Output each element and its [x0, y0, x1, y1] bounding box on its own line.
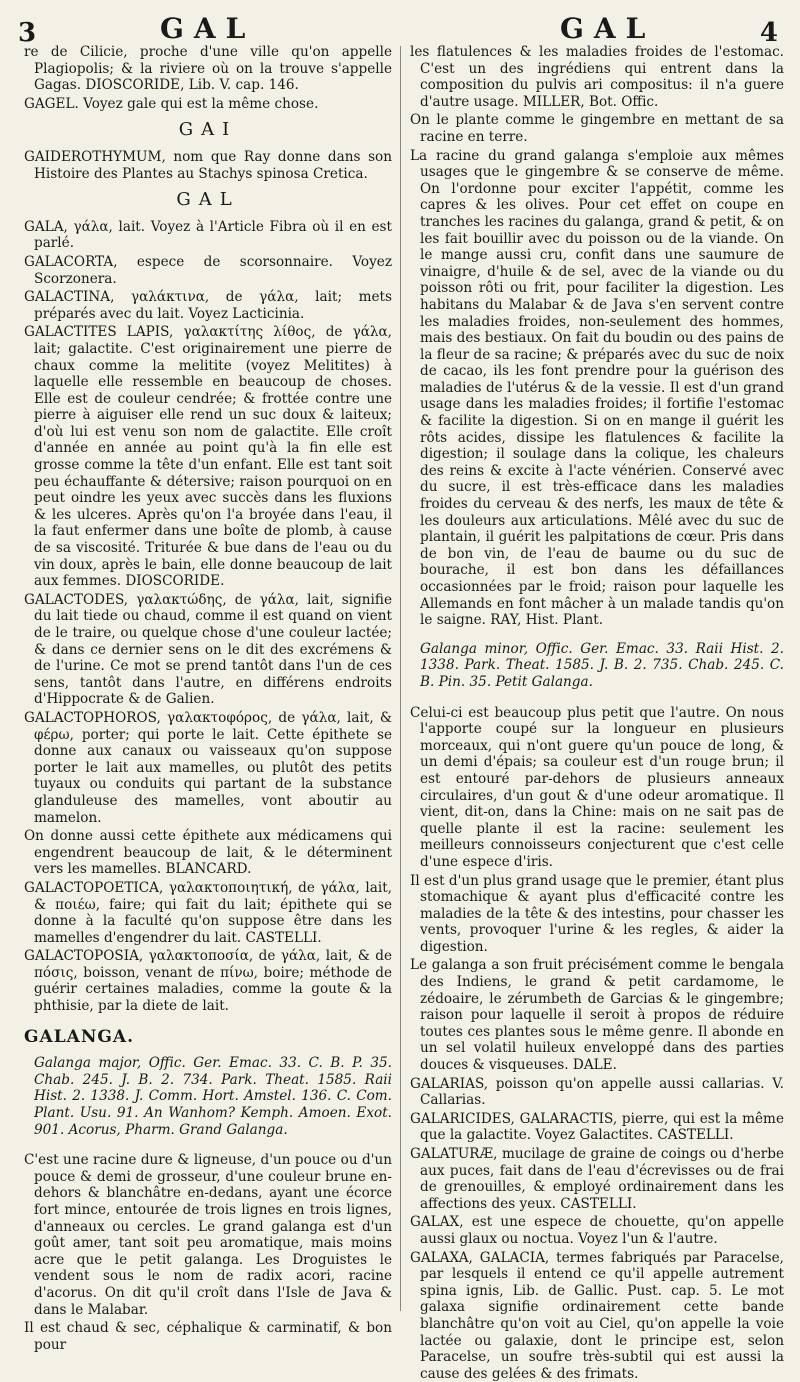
- entry-galaturae: GALATURÆ, mucilage de graine de coings ou d'herbe aux puces, fait dans de l'eau d'écrevisses ou de frai de grenouilles, & employé ordinairement dans les affections des yeux. CASTELLI.: [410, 1146, 784, 1212]
- page-number-right: 4: [759, 18, 778, 48]
- paragraph: La racine du grand galanga s'emploie aux mêmes usages que le gingembre & se conserve de même. On l'ordonne pour exciter l'appétit, comme les capres & les olives. Pour cet effet on coupe en tranches les racines du galanga, grand & petit, & on les fait bouillir avec du poisson ou de la viande. On le mange aussi cru, confit dans une saumure de vinaigre, d'huile & de sel, avec de la viande ou du poisson rôti ou frit, pour faciliter la digestion. Les habitans du Malabar & de Java s'en servent contre les maladies froides, non-seulement des hommes, mais des bestiaux. On fait du boudin ou des pains de la fleur de sa racine; & préparés avec du suc de noix de cacao, ils les font prendre pour la guérison des maladies de l'utérus & de la vessie. Il est d'un grand usage dans les maladies froides; il fortifie l'estomac & facilite la digestion. Si on en mange il guérit les rôts acides, dissipe les flatulences & facilite la digestion; il soulage dans la colique, les chaleurs des reins & excite à l'acte vénérien. Conservé avec du sucre, il est très-efficace dans les maladies froides du cerveau & des nerfs, les maux de tête & les douleurs aux articulations. Mêlé avec du suc de plantain, il guérit les palpitations de cœur. Pris dans de bon vin, de l'eau de baume ou du suc de bourache, il est bon dans les défaillances occasionnées par le froid; raison pour laquelle les Allemands en font mâcher à un malade tandis qu'on le saigne. RAY, Hist. Plant.: [410, 147, 784, 629]
- headword-galanga: GALANGA.: [24, 1026, 135, 1047]
- entry-galax: GALAX, est une espece de chouette, qu'on appelle aussi glaux ou noctua. Voyez l'un & l'autre.: [410, 1214, 784, 1247]
- entry-galactopoetica: GALACTOPOETICA, γαλακτοποιητική, de γάλα, lait, & ποιέω, faire; qui fait du lait; épithete qui se donne à la faculté qu'on suppose être dans les mamelles d'engendrer du lait. CASTELLI.: [24, 879, 392, 946]
- right-column: [410, 44, 784, 1382]
- entry-galarias: GALARIAS, poisson qu'on appelle aussi callarias. V. Callarias.: [410, 1075, 784, 1109]
- paragraph: On donne aussi cette épithete aux médicamens qui engendrent beaucoup de lait, & le déterminent vers les mamelles. BLANCARD.: [24, 828, 392, 878]
- paragraph: Il est d'un plus grand usage que le premier, étant plus stomachique & ayant plus d'efficacité contre les maladies de la tête & des intestins, pour chasser les vents, provoquer l'urine & les regles, & aider la digestion.: [410, 872, 784, 955]
- running-head-left: GAL: [160, 12, 256, 45]
- entry-galactites-lapis: GALACTITES LAPIS, γαλακτίτης λίθος, de γάλα, lait; galactite. C'est originairement une pierre de chaux comme la melitite (voyez Melitites) à laquelle elle ressemble en beaucoup de choses. Elle est de couleur cendrée; & frottée contre une pierre à aiguiser elle rend un suc doux & laiteux; d'où lui est venu son nom de galactite. Elle croît d'année en année au point qu'à la fin elle est grosse comme la tête d'un enfant. Elle est tant soit peu échauffante & détersive; raison pourquoi on en peut oindre les yeux avec succès dans les fluxions & les ulceres. Après qu'on l'a broyée dans l'eau, il la faut enfermer dans une boîte de plomb, à cause de sa viscosité. Triturée & bue dans de l'eau ou du vin doux, après le bain, elle donne beaucoup de lait aux femmes. DIOSCORIDE.: [24, 324, 392, 590]
- entry-galactina: GALACTINA, γαλάκτινα, de γάλα, lait; mets préparés avec du lait. Voyez Lacticinia.: [24, 289, 392, 322]
- entry-galactophoros: GALACTOPHOROS, γαλακτοφόρος, de γάλα, lait, & φέρω, porter; qui porte le lait. Cette épithete se donne aux canaux ou vaisseaux qu'on suppose porter le lait aux mamelles, ou plutôt des petits tuyaux ou conduits qui partant de la substance glanduleuse des mamelles, vont aboutir au mamelon.: [24, 709, 392, 826]
- synonymy-galanga-major: Galanga major, Offic. Ger. Emac. 33. C. B. P. 35. Chab. 245. J. B. 2. 734. Park. Theat. 1585. Raii Hist. 2. 1338. J. Comm. Hort. Amstel. 136. C. Com. Plant. Usu. 91. An Wanhom? Kemph. Amoen. Exot. 901. Acorus, Pharm. Grand Galanga.: [34, 1055, 392, 1138]
- paragraph: On le plante comme le gingembre en mettant de sa racine en terre.: [410, 112, 784, 145]
- entry-galactoposia: GALACTOPOSIA, γαλακτοποσία, de γάλα, lait, & de πόσις, boisson, venant de πίνω, boire; méthode de guérir certaines maladies, comme la goute & la phthisie, par la diete de lait.: [24, 948, 392, 1015]
- left-column: [24, 44, 392, 1353]
- synonymy-galanga-minor: Galanga minor, Offic. Ger. Emac. 33. Raii Hist. 2. 1338. Park. Theat. 1585. J. B. 2. 735. Chab. 245. C. B. Pin. 35. Petit Galanga.: [420, 640, 784, 690]
- section-heading-gai: GAI: [178, 119, 238, 141]
- paragraph: Celui-ci est beaucoup plus petit que l'autre. On nous l'apporte coupé sur la longueur en plusieurs morceaux, qui n'ont guere qu'un pouce de long, & un demi d'épais; sa couleur est d'un rouge brun; il est entouré par-dehors de plusieurs anneaux circulaires, d'un gout & d'une odeur aromatique. Il vient, dit-on, dans la Chine: mais on ne sait pas de quelle plante il est la racine: seulement les meilleurs connoisseurs conjecturent que c'est celle d'une espece d'iris.: [410, 704, 784, 870]
- paragraph: Le galanga a son fruit précisément comme le bengala des Indiens, le grand & petit cardamome, le zédoaire, le zérumbeth de Garcias & le gingembre; raison pour laquelle il seroit à propos de réduire toutes ces plantes sous le même genre. Il abonde en un sel volatil huileux enveloppé dans des parties douces & visqueuses. DALE.: [410, 957, 784, 1074]
- entry-gagel: GAGEL. Voyez gale qui est la même chose.: [24, 95, 319, 112]
- entry-galaricides: GALARICIDES, GALARACTIS, pierre, qui est la même que la galactite. Voyez Galactites. CASTELLI.: [410, 1110, 784, 1144]
- entry-galacorta: GALACORTA, espece de scorsonnaire. Voyez Scorzonera.: [24, 253, 392, 287]
- entry-gaiderothymum: GAIDEROTHYMUM, nom que Ray donne dans son Histoire des Plantes au Stachys spinosa Cretica.: [24, 148, 392, 182]
- page-number-left: 3: [18, 18, 37, 48]
- column-divider: [400, 46, 401, 1311]
- paragraph: les flatulences & les maladies froides de l'estomac. C'est un des ingrédiens qui entrent dans la composition du pulvis ari compositus: il n'a guere d'autre usage. MILLER, Bot. Offic.: [410, 44, 784, 110]
- section-heading-gal: GAL: [176, 189, 240, 211]
- paragraph: Il est chaud & sec, céphalique & carminatif, & bon pour: [24, 1320, 392, 1353]
- entry-continuation: re de Cilicie, proche d'une ville qu'on appelle Plagiopolis; & la riviere où on la trouve s'appelle Gagas. DIOSCORIDE, Lib. V. cap. 146.: [24, 44, 392, 94]
- running-head-right: GAL: [560, 12, 656, 45]
- paragraph: C'est une racine dure & ligneuse, d'un pouce ou d'un pouce & demi de grosseur, d'une couleur brune en-dehors & blanchâtre en-dedans, ayant une écorce fort mince, entourée de trois lignes en trois lignes, d'anneaux ou cercles. Le grand galanga est d'un goût amer, tant soit peu aromatique, mais moins acre que le petit galanga. Les Droguistes le vendent sous le nom de radix acori, racine d'acorus. On dit qu'il croît dans l'Isle de Java & dans le Malabar.: [24, 1152, 392, 1318]
- entry-galaxa: GALAXA, GALACIA, termes fabriqués par Paracelse, par lesquels il entend ce qu'il appelle autrement spina ignis, Lib. de Gallic. Pust. cap. 5. Le mot galaxa signifie ordinairement cette bande blanchâtre qu'on voit au Ciel, qu'on appelle la voie lactée ou galaxie, dont le principe est, selon Paracelse, un soufre très-subtil qui est aussi la cause des gelées & des frimats.: [410, 1249, 784, 1382]
- entry-gala: GALA, γάλα, lait. Voyez à l'Article Fibra où il en est parlé.: [24, 218, 392, 252]
- entry-galactodes: GALACTODES, γαλακτώδης, de γάλα, lait, signifie du lait tiede ou chaud, comme il est quand on vient de le traire, ou quelque chose d'une couleur lactée; & dans ce dernier sens on le dit des excrémens & de l'urine. Ce mot se prend tantôt dans l'un de ces sens, tantôt dans l'autre, en différens endroits d'Hippocrate & de Galien.: [24, 591, 392, 708]
